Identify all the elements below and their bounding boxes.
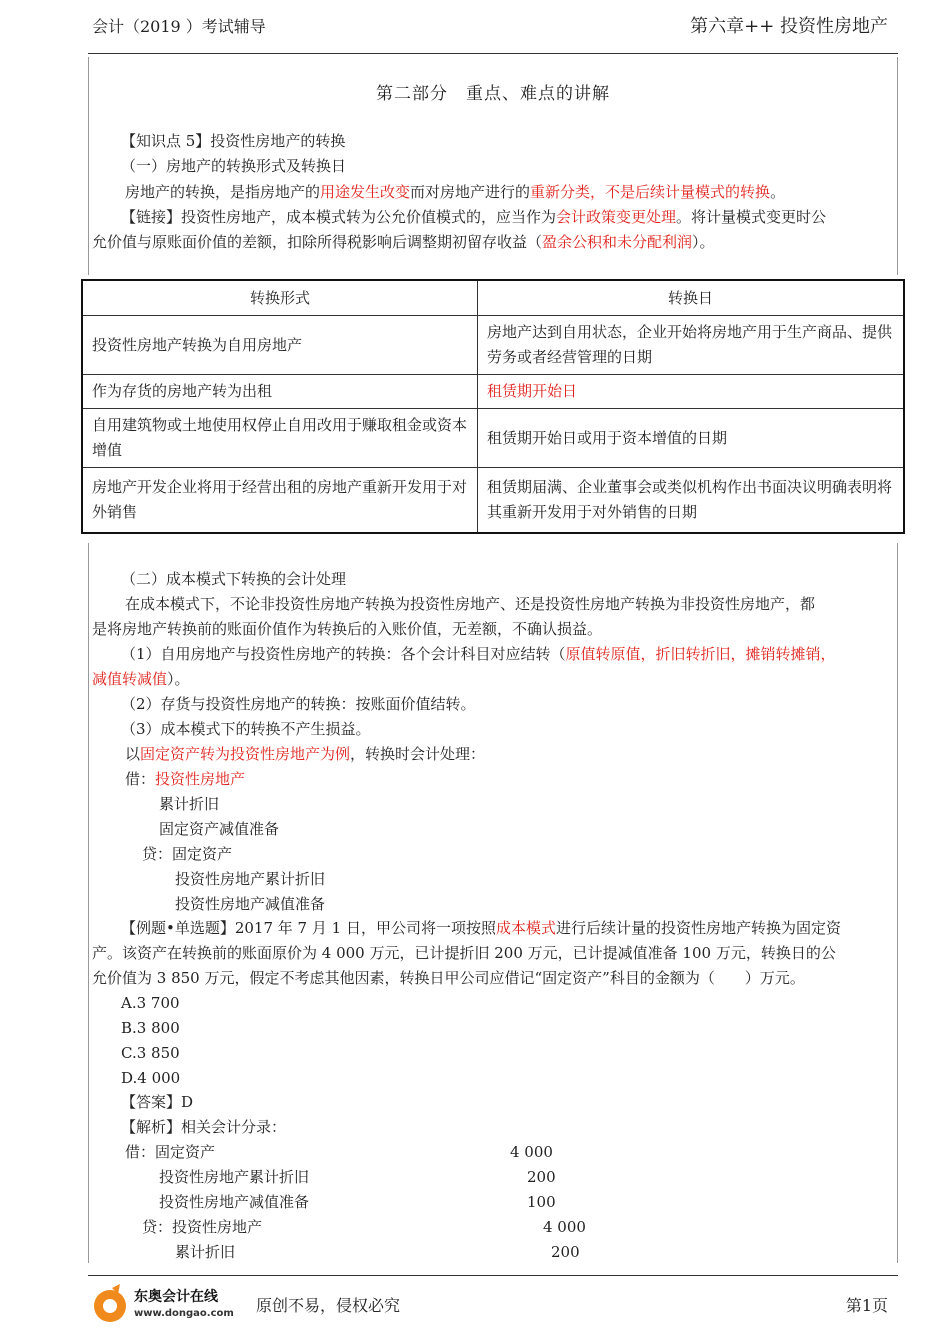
entry-credit-2: 投资性房地产累计折旧 bbox=[175, 870, 326, 888]
section-title: 第二部分 重点、难点的讲解 bbox=[376, 84, 610, 104]
table-cell-form: 房地产开发企业将用于经营出租的房地产重新开发用于对外销售 bbox=[82, 468, 478, 534]
journal-line-5-account: 累计折旧 bbox=[175, 1243, 236, 1261]
kp-definition: 房地产的转换，是指房地产的用途发生改变而对房地产进行的重新分类，不是后续计量模式的转换。 bbox=[125, 183, 786, 201]
footer-divider bbox=[88, 1275, 898, 1276]
rule-3: （3）成本模式下的转换不产生损益。 bbox=[121, 720, 371, 738]
journal-line-2-account: 投资性房地产累计折旧 bbox=[159, 1168, 310, 1186]
option-b: B.3 800 bbox=[121, 1019, 180, 1037]
question-line3: 允价值为 3 850 万元，假定不考虑其他因素，转换日甲公司应借记“固定资产”科目的金额为（ ）万元。 bbox=[92, 969, 805, 987]
journal-line-1-amount: 4 000 bbox=[510, 1143, 553, 1161]
logo-name: 东奥会计在线 bbox=[134, 1289, 218, 1305]
dongao-logo bbox=[90, 1282, 238, 1328]
question-line1: 【例题•单选题】2017 年 7 月 1 日，甲公司将一项按照成本模式进行后续计量的投资性房地产转换为固定资 bbox=[121, 919, 841, 937]
kp-link-line2: 允价值与原账面价值的差额，扣除所得税影响后调整期初留存收益（盈余公积和未分配利润）。 bbox=[92, 233, 715, 251]
table-header-form: 转换形式 bbox=[82, 280, 478, 316]
journal-line-5-amount: 200 bbox=[551, 1243, 580, 1261]
journal-line-3-account: 投资性房地产减值准备 bbox=[159, 1193, 310, 1211]
table-row bbox=[82, 375, 904, 409]
journal-line-4-amount: 4 000 bbox=[543, 1218, 586, 1236]
question-line2: 产。该资产在转换前的账面原价为 4 000 万元，已计提折旧 200 万元，已计提减值准备 100 万元，转换日的公 bbox=[92, 944, 836, 962]
rule-1-line2: 减值转减值）。 bbox=[92, 670, 190, 688]
cost-heading: （二）成本模式下转换的会计处理 bbox=[121, 570, 347, 588]
table-cell-date: 租赁期开始日 bbox=[478, 375, 905, 409]
journal-line-1-account: 借：固定资产 bbox=[125, 1143, 216, 1161]
header-course-title: 会计（2019 ）考试辅导 bbox=[92, 17, 266, 36]
table-row bbox=[82, 409, 904, 468]
table-cell-form: 自用建筑物或土地使用权停止自用改用于赚取租金或资本增值 bbox=[82, 409, 478, 468]
header-chapter-title: 第六章++ 投资性房地产 bbox=[690, 16, 888, 37]
journal-line-4-account: 贷：投资性房地产 bbox=[142, 1218, 263, 1236]
option-a: A.3 700 bbox=[121, 994, 180, 1012]
table-cell-date: 租赁期届满、企业董事会或类似机构作出书面决议明确表明将其重新开发用于对外销售的日期 bbox=[478, 468, 905, 534]
footer-slogan: 原创不易，侵权必究 bbox=[256, 1296, 401, 1315]
rule-2: （2）存货与投资性房地产的转换：按账面价值结转。 bbox=[121, 695, 476, 713]
table-row bbox=[82, 468, 904, 534]
conversion-table bbox=[81, 279, 905, 534]
dongao-logo-icon bbox=[90, 1282, 132, 1326]
page-number: 第1页 bbox=[845, 1296, 888, 1315]
table-header-row bbox=[82, 280, 904, 316]
cost-para-line2: 是将房地产转换前的账面价值作为转换后的入账价值，无差额，不确认损益。 bbox=[92, 620, 603, 638]
journal-line-3-amount: 100 bbox=[527, 1193, 556, 1211]
table-header-date: 转换日 bbox=[478, 280, 905, 316]
option-d: D.4 000 bbox=[121, 1069, 181, 1087]
entry-credit-1: 贷：固定资产 bbox=[142, 845, 233, 863]
entry-debit-2: 累计折旧 bbox=[159, 795, 220, 813]
option-c: C.3 850 bbox=[121, 1044, 180, 1062]
answer: 【答案】D bbox=[121, 1093, 194, 1111]
cost-para-line1: 在成本模式下，不论非投资性房地产转换为投资性房地产、还是投资性房地产转换为非投资性房地产，都 bbox=[125, 595, 816, 613]
analysis-heading: 【解析】相关会计分录： bbox=[121, 1118, 287, 1136]
kp-link-line1: 【链接】投资性房地产，成本模式转为公允价值模式的，应当作为会计政策变更处理。将计量模式变更时公 bbox=[121, 208, 827, 226]
logo-url: www.dongao.com bbox=[134, 1308, 234, 1319]
kp-subheading: （一）房地产的转换形式及转换日 bbox=[121, 157, 347, 175]
table-cell-date: 租赁期开始日或用于资本增值的日期 bbox=[478, 409, 905, 468]
journal-line-2-amount: 200 bbox=[527, 1168, 556, 1186]
table-cell-date: 房地产达到自用状态，企业开始将房地产用于生产商品、提供劳务或者经营管理的日期 bbox=[478, 316, 905, 375]
kp-heading: 【知识点 5】投资性房地产的转换 bbox=[121, 132, 346, 150]
header-divider bbox=[88, 53, 898, 54]
rule-1-line1: （1）自用房地产与投资性房地产的转换：各个会计科目对应结转（原值转原值，折旧转折旧，摊销转摊销， bbox=[121, 645, 836, 663]
entry-debit-1: 借：投资性房地产 bbox=[125, 770, 246, 788]
table-cell-form: 投资性房地产转换为自用房地产 bbox=[82, 316, 478, 375]
example-intro: 以固定资产转为投资性房地产为例，转换时会计处理： bbox=[125, 745, 486, 763]
entry-credit-3: 投资性房地产减值准备 bbox=[175, 895, 326, 913]
table-row bbox=[82, 316, 904, 375]
table-cell-form: 作为存货的房地产转为出租 bbox=[82, 375, 478, 409]
entry-debit-3: 固定资产减值准备 bbox=[159, 820, 280, 838]
